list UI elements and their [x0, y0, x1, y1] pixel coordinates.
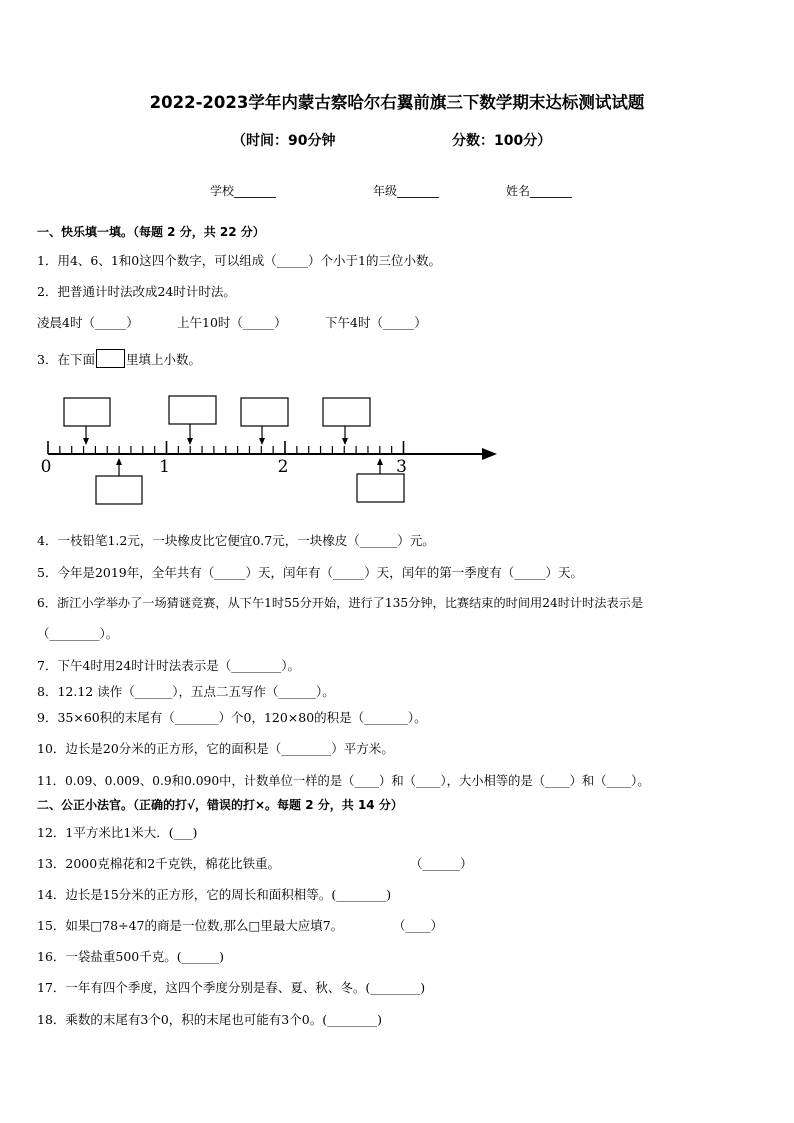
grade-field: 年级_______	[373, 184, 440, 198]
answer-box-top-1	[64, 398, 110, 426]
question-5: 5．今年是2019年，全年共有（_____）天，闰年有（_____）天，闰年的第一季度有（_____）天。	[37, 565, 584, 580]
number-line-arrowhead	[482, 448, 497, 460]
question-4: 4．一枝铅笔1.2元，一块橡皮比它便宜0.7元，一块橡皮（______）元。	[37, 533, 435, 548]
number-line-label: 0	[40, 457, 52, 477]
answer-box-top-2	[169, 396, 216, 424]
number-line-ticks	[48, 441, 404, 454]
question-7: 7．下午4时用24时计时法表示是（________）。	[37, 658, 301, 673]
number-line-label: 2	[277, 457, 289, 477]
pointer-arrowhead-top-4	[342, 438, 348, 445]
question-13-blank: （______）	[410, 856, 473, 871]
question-2b: 上午10时（_____）	[177, 315, 287, 330]
question-6-line-1: 6．浙江小学举办了一场猜谜竞赛，从下午1时55分开始，进行了135分钟，比赛结束的时间用24时计时法表示是	[37, 596, 644, 610]
answer-box-top-4	[323, 398, 370, 426]
question-9: 9．35×60积的末尾有（_______）个0，120×80的积是（_______）。	[37, 710, 427, 725]
question-16: 16．一袋盐重500千克。(______)	[37, 949, 225, 964]
question-18: 18．乘数的末尾有3个0，积的末尾也可能有3个0。(________)	[37, 1012, 382, 1027]
answer-box	[96, 349, 125, 368]
pointer-arrowhead-bottom-1	[116, 458, 122, 465]
question-3-suffix: 里填上小数。	[125, 352, 201, 367]
question-14: 14．边长是15分米的正方形，它的周长和面积相等。(________)	[37, 887, 392, 902]
question-2: 2．把普通计时法改成24时计时法。	[37, 284, 236, 299]
number-line-figure	[30, 390, 510, 510]
question-1: 1．用4、6、1和0这四个数字，可以组成（_____）个小于1的三位小数。	[37, 253, 441, 268]
question-3	[37, 349, 201, 368]
question-13: 13．2000克棉花和2千克铁，棉花比铁重。	[37, 856, 281, 871]
question-8: 8．12.12 读作（______），五点二五写作（______）。	[37, 684, 335, 699]
section-1-heading: 一、快乐填一填。（每题 2 分，共 22 分）	[37, 225, 265, 239]
exam-score: 分数：100分）	[452, 133, 552, 149]
pointer-arrowhead-top-3	[259, 438, 265, 445]
number-line-labels	[41, 457, 407, 477]
question-3-prefix: 3．在下面	[37, 352, 95, 367]
answer-box-bottom-1	[96, 476, 142, 504]
question-6-line-2: （________）。	[37, 626, 119, 641]
exam-time: （时间：90分钟	[232, 133, 336, 149]
number-line-label: 1	[159, 457, 170, 477]
answer-box-bottom-2	[357, 474, 404, 502]
school-field: 学校_______	[210, 184, 277, 198]
name-field: 姓名_______	[506, 184, 573, 198]
question-2c: 下午4时（_____）	[325, 315, 427, 330]
question-12: 12．1平方米比1米大．(___)	[37, 825, 198, 840]
pointer-arrowhead-bottom-2	[377, 458, 383, 465]
page-title: 2022-2023学年内蒙古察哈尔右翼前旗三下数学期末达标测试试题	[149, 93, 645, 112]
question-2a: 凌晨4时（_____）	[37, 315, 139, 330]
question-11: 11．0.09、0.009、0.9和0.090中，计数单位一样的是（____）和（____），大小相等的是（____）和（____）。	[37, 774, 650, 788]
pointer-arrowhead-top-2	[187, 438, 193, 445]
question-15: 15．如果□78÷47的商是一位数,那么□里最大应填7。	[37, 918, 344, 933]
question-15-blank: （____）	[393, 918, 444, 933]
question-10: 10．边长是20分米的正方形，它的面积是（________）平方米。	[37, 741, 394, 756]
number-line-label: 3	[396, 457, 407, 477]
answer-box-top-3	[241, 398, 288, 426]
pointer-arrowhead-top-1	[83, 438, 89, 445]
section-2-heading: 二、公正小法官。（正确的打√，错误的打×。每题 2 分，共 14 分）	[37, 798, 403, 812]
question-17: 17．一年有四个季度，这四个季度分别是春、夏、秋、冬。(________)	[37, 980, 426, 995]
